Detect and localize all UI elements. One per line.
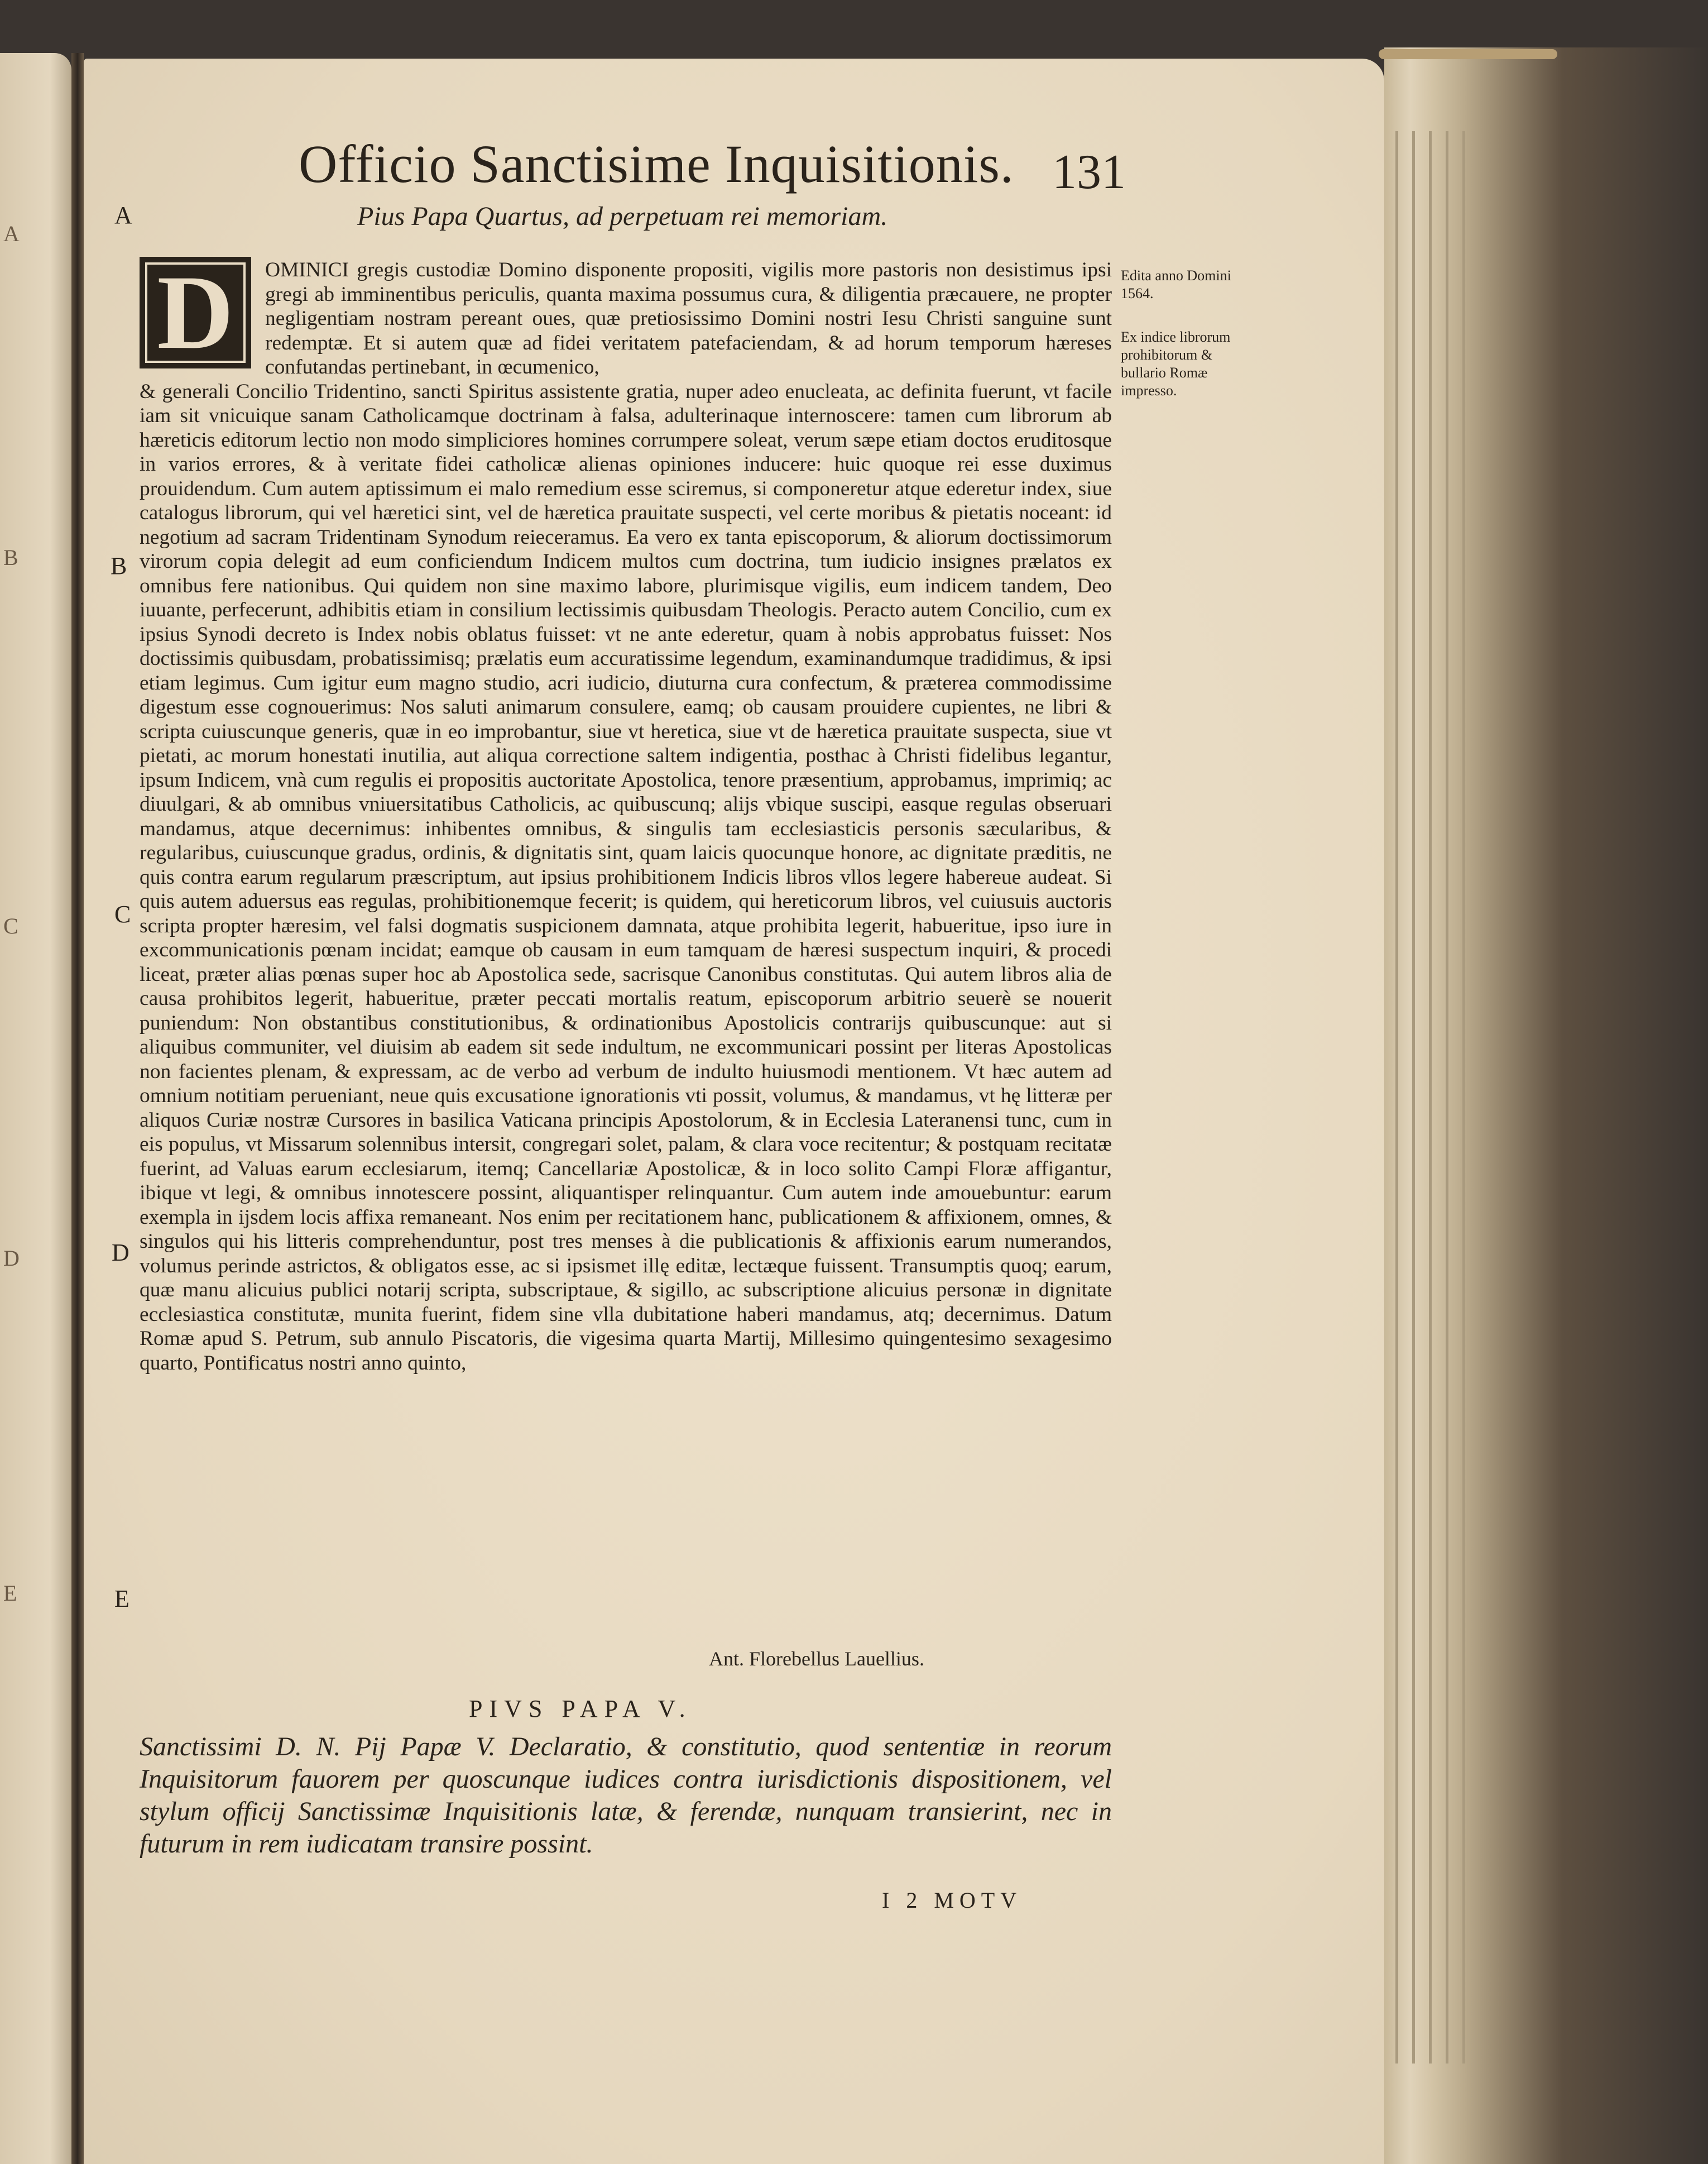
margin-letter-d: D xyxy=(112,1239,129,1266)
margin-letter-e: E xyxy=(114,1585,129,1612)
side-note-source: Ex indice librorum prohibitorum & bullario Romæ impresso. xyxy=(1121,329,1231,399)
signature: Ant. Florebellus Lauellius. xyxy=(709,1648,924,1670)
declaration-title: Sanctissimi D. N. Pij Papæ V. Declaratio, & constitutio, quod sententiæ in reorum Inquisitorum fauorem per quoscunque iudices contra iurisdictionis dispositionem, vel stylum officij Sanctissimæ Inquisitionis latæ, & ferendæ, nunquam transierint, nec in futurum in rem iudicatam transire possint. xyxy=(140,1732,1112,1859)
book-gutter xyxy=(71,53,84,2164)
document-subtitle: Pius Papa Quartus, ad perpetuam rei memoriam. xyxy=(357,202,888,231)
opening-paragraph: OMINICI gregis custodiæ Domino disponente propositi, vigilis more pastoris non desistimus ipsi gregi ab imminentibus periculis, quanta maxima possumus cura, & diligentia præcauere, ne propter negligentiam nostram pereant oues, quæ pretiosissimo Domini nostri Iesu Christi sanguine sunt redemptæ. Et si autem quæ ad fidei veritatem patefaciendam, & ad horum temporum hæreses confutandas pertinebant, in œcumenico, xyxy=(265,258,1112,379)
catchword: I 2 MOTV xyxy=(882,1888,1023,1913)
left-margin-letter-a: A xyxy=(3,221,20,246)
left-margin-letter-b: B xyxy=(3,545,18,570)
decorated-initial: D xyxy=(140,257,251,368)
left-margin-letter-d: D xyxy=(3,1246,20,1271)
left-page-edge xyxy=(0,53,71,2164)
margin-letter-c: C xyxy=(114,901,131,928)
left-margin-letter-c: C xyxy=(3,913,18,939)
main-paragraph: & generali Concilio Tridentino, sancti Spiritus assistente gratia, nuper adeo enucleata, ac definita fuerunt, vt facile iam sit vnicuique sanam Catholicamque doctrinam à falsa, adulterinaque internoscere: tamen cum librorum ab hæreticis editorum lectio non modo simpliciores homines corrumpere soleat, verum sæpe etiam doctos eruditosque in varios errores, & à veritate fidei catholicæ alienas opiniones inducere: huic quoque rei esse duximus prouidendum. Cum autem aptissimum ei malo remedium esse sciremus, si componeretur atque ederetur index, siue catalogus librorum, qui vel hæretici sint, vel de hæretica prauitate suspecti, vel certe moribus & pietatis noceant: id negotium ad sacram Tridentinam Synodum reieceramus. Ea vero ex tanta episcoporum, & aliorum doctissimorum virorum copia delegit ad eum conficiendum Indicem multos cum doctrina, tum iudicio insignes prælatos ex omnibus fere nationibus. Qui quidem non sine maximo labore, plurimisque vigilis, eum indicem tandem, Deo iuuante, perfecerunt, adhibitis etiam in consilium lectissimis quibusdam Theologis. Peracto autem Concilio, cum ex ipsius Synodi decreto is Index nobis oblatus fuisset: vt ne ante ederetur, quam à nobis approbatus fuisset: Nos doctissimis quibusdam, probatissimisq; prælatis eum accuratissime legendum, examinandumque tradidimus, & ipsi etiam legimus. Cum igitur eum magno studio, acri iudicio, diuturna cura confectum, & præterea commodissime digestum esse cognouerimus: Nos saluti animarum consulere, eamq; ob causam prouidere cupientes, ne libri & scripta cuiuscunque generis, quæ in eo improbantur, siue vt heretica, siue vt de hæretica prauitate suspecta, siue vt pietati, ac morum honestati inutilia, aut aliqua correctione saltem indigentia, posthac à Christi fidelibus legantur, ipsum Indicem, vnà cum regulis ei propositis auctoritate Apostolica, tenore præsentium, approbamus, imprimiq; ac diuulgari, & ab omnibus vniuersitatibus Catholicis, ac quibuscunq; alijs vbique suscipi, easque regulas obseruari mandamus, atque decernimus: inhibentes omnibus, & singulis tam ecclesiasticis personis sæcularibus, & regularibus, cuiuscunque gradus, ordinis, & dignitatis sint, quam laicis quocunque honore, ac dignitate præditis, ne quis contra earum regularum præscriptum, aut ipsius prohibitionem Indicis libros vllos legere habereue audeat. Si quis autem aduersus eas regulas, prohibitionemque fecerit; is quidem, qui hereticorum libros, vel cuiusuis auctoris scripta propter hæresim, vel falsi dogmatis suspicionem damnata, atque prohibita legerit, habueritue, ipso iure in excommunicationis pœnam incidat; eamque ob causam in eum tamquam de hæresi suspectum inquiri, & procedi liceat, præter alias pœnas super hoc ab Apostolica sede, sacrisque Canonibus constitutas. Qui autem libros alia de causa prohibitos legerit, habueritue, præter peccati mortalis reatum, episcoporum arbitrio seuerè se nouerit puniendum: Non obstantibus constitutionibus, & ordinationibus Apostolicis contrarijs quibuscunque: aut si aliquibus communiter, vel diuisim ab eadem sit sede indultum, ne excommunicari possint per literas Apostolicas non facientes plenam, & expressam, ac de verbo ad verbum de indulto huiusmodi mentionem. Vt hæc autem ad omnium notitiam perueniant, neue quis excusatione ignorationis vti possit, volumus, & mandamus, vt hę litteræ per aliquos Curiæ nostræ Cursores in basilica Vaticana principis Apostolorum, & in Ecclesia Lateranensi tunc, cum in eis populus, vt Missarum solennibus intersit, congregari solet, palam, & clara voce recitentur; & postquam recitatæ fuerint, ad Valuas earum ecclesiarum, itemq; Cancellariæ Apostolicæ, & in loco solito Campi Floræ affigantur, ibique vt legi, & omnibus innotescere possint, aliquantisper relinquantur. Cum autem inde amouebuntur: earum exempla in ijsdem locis affixa remaneant. Nos enim per recitationem hanc, publicationem & affixionem, omnes, & singulos qui his litteris comprehenduntur, post tres menses à die publicationis & affixionis earum numerandos, volumus perinde astrictos, & obligatos esse, ac si ipsismet illę editæ, lectæque fuissent. Transumptis quoq; earum, quæ manu alicuius publici notarij scripta, subscriptaue, & sigillo, ac subscriptione alicuius personæ in dignitate ecclesiastica constitutæ, munita fuerint, fidem sine vlla dubitatione haberi mandamus, atq; decernimus. Datum Romæ apud S. Petrum, sub annulo Piscatoris, die vigesima quarta Martij, Millesimo quingentesimo sexagesimo quarto, Pontificatus nostri anno quinto, xyxy=(140,380,1112,1375)
margin-letter-b: B xyxy=(111,552,127,580)
page-edges xyxy=(1384,47,1708,2164)
running-title: Officio Sanctisime Inquisitionis. xyxy=(299,134,1014,194)
margin-letter-a: A xyxy=(114,202,132,229)
side-note-date: Edita anno Domini 1564. xyxy=(1121,267,1231,301)
left-margin-letter-e: E xyxy=(3,1581,17,1606)
binding-edge xyxy=(1379,49,1557,59)
section-heading: PIVS PAPA V. xyxy=(469,1695,692,1722)
page-number: 131 xyxy=(1052,145,1126,199)
body-text xyxy=(140,258,1112,1375)
